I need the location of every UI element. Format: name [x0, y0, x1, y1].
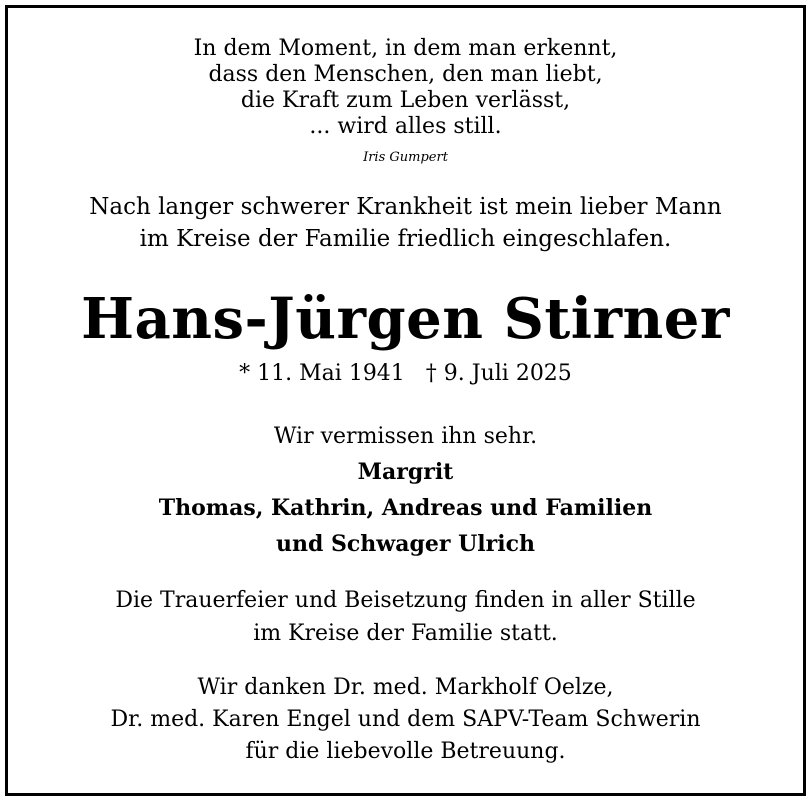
deceased-name: Hans-Jürgen Stirner [81, 286, 730, 352]
poem-line: In dem Moment, in dem man erkennt, [193, 36, 618, 61]
poem-line: ... wird alles still. [309, 114, 502, 139]
thanks-line: für die liebevolle Betreuung. [245, 739, 566, 764]
intro-line: im Kreise der Familie friedlich eingeschlafen. [139, 226, 672, 252]
mourner-name: und Schwager Ulrich [275, 531, 535, 557]
thanks-line: Dr. med. Karen Engel und dem SAPV-Team Schwerin [110, 707, 701, 732]
poem-line: die Kraft zum Leben verlässt, [240, 88, 571, 113]
funeral-line: im Kreise der Familie statt. [253, 621, 558, 646]
mourner-name: Thomas, Kathrin, Andreas und Familien [158, 495, 653, 521]
funeral-line: Die Trauerfeier und Beisetzung finden in aller Stille [115, 588, 696, 613]
poem-line: dass den Menschen, den man liebt, [208, 62, 603, 87]
life-dates: * 11. Mai 1941 † 9. Juli 2025 [239, 361, 572, 386]
thanks-line: Wir danken Dr. med. Markholf Oelze, [197, 675, 614, 700]
mourners-intro: Wir vermissen ihn sehr. [273, 424, 538, 449]
poem-author: Iris Gumpert [363, 150, 448, 165]
intro-line: Nach langer schwerer Krankheit ist mein lieber Mann [89, 194, 722, 220]
mourner-name: Margrit [357, 459, 454, 485]
